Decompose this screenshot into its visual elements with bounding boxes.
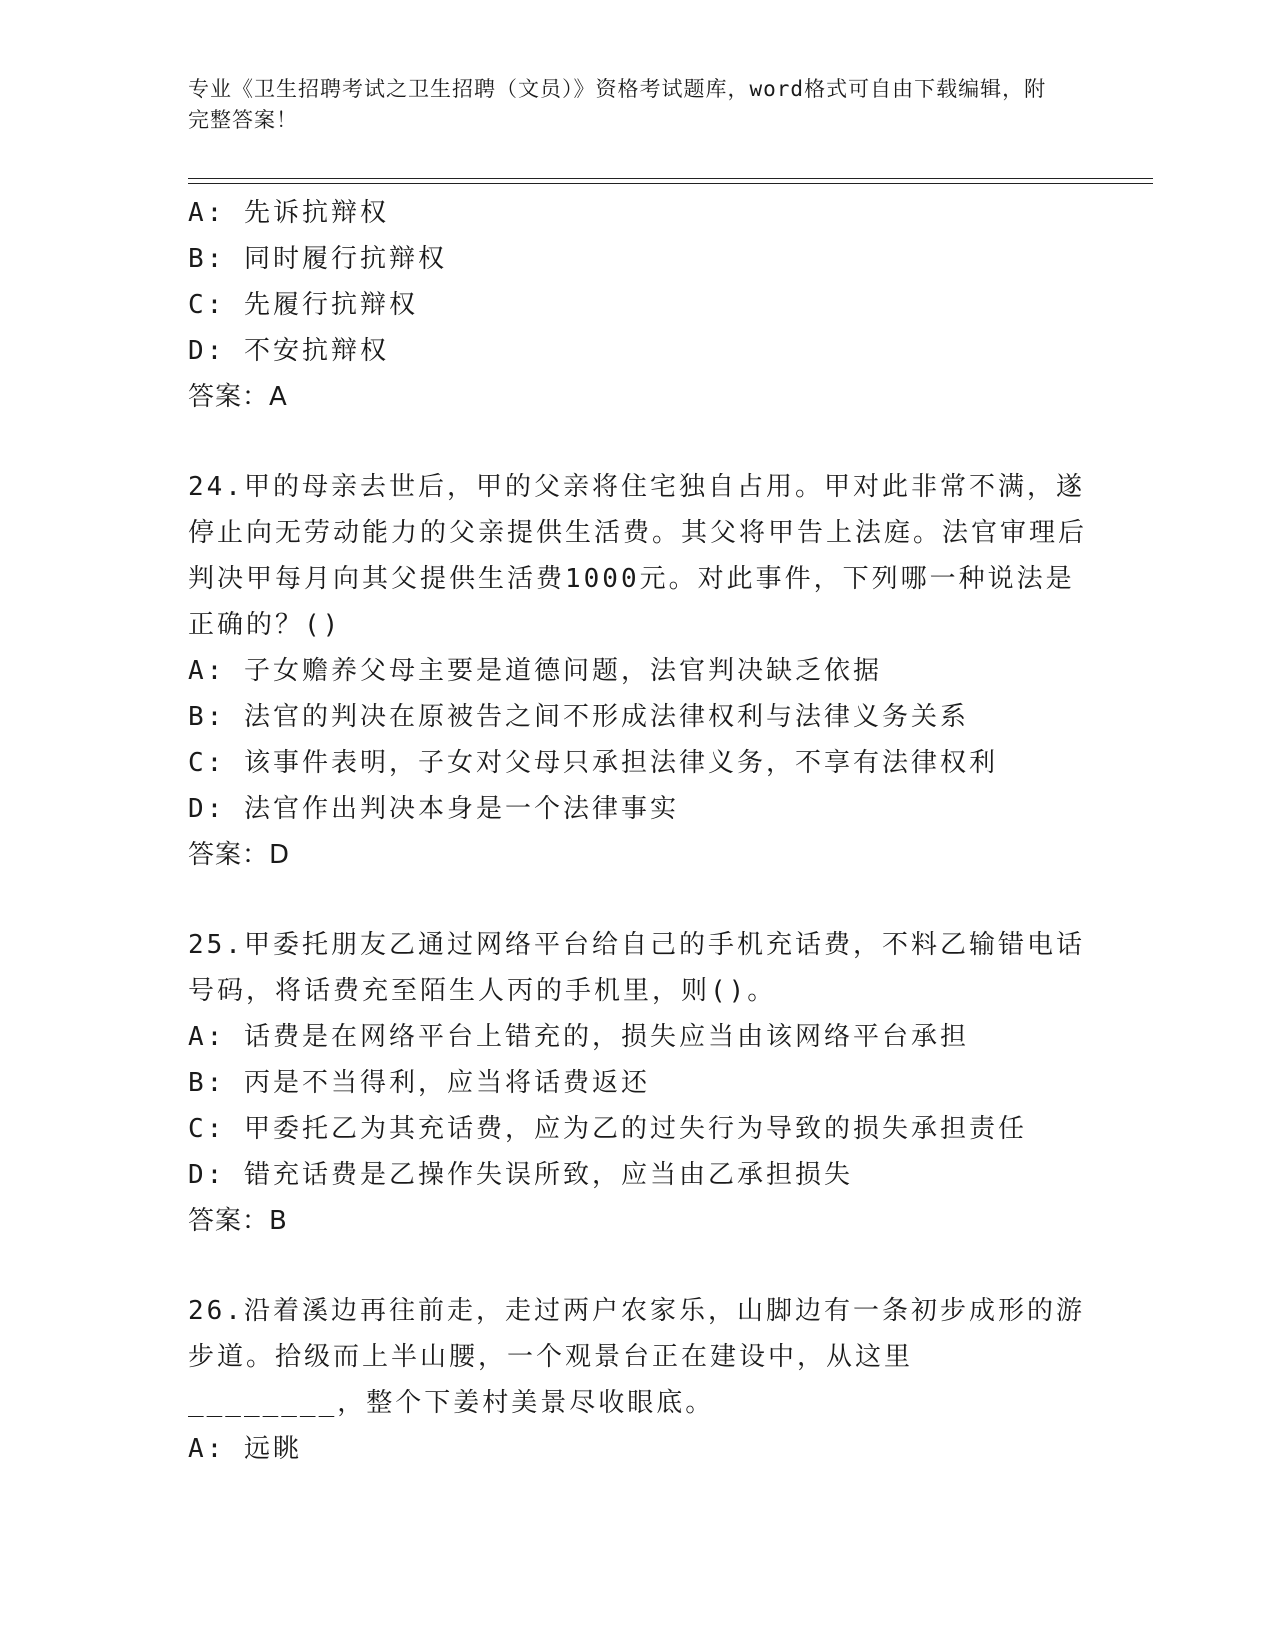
header-divider-top xyxy=(188,178,1153,179)
option-c: C: 先履行抗辩权 xyxy=(188,290,418,320)
option-a: A: 远眺 xyxy=(188,1434,302,1464)
question-stem: 25.甲委托朋友乙通过网络平台给自己的手机充话费，不料乙输错电话号码，将话费充至陌生人丙的手机里，则()。 xyxy=(188,930,1085,1006)
option-d: D: 不安抗辩权 xyxy=(188,336,389,366)
question-23-tail xyxy=(188,190,1088,420)
option-b: B: 同时履行抗辩权 xyxy=(188,244,447,274)
document-header: 专业《卫生招聘考试之卫生招聘（文员）》资格考试题库，word格式可自由下载编辑，附完整答案！ xyxy=(188,77,1047,132)
question-stem: 26.沿着溪边再往前走，走过两户农家乐，山脚边有一条初步成形的游步道。拾级而上半山腰，一个观景台正在建设中，从这里________，整个下姜村美景尽收眼底。 xyxy=(188,1296,1085,1418)
option-c: C: 甲委托乙为其充话费，应为乙的过失行为导致的损失承担责任 xyxy=(188,1114,1027,1144)
header-divider-bottom xyxy=(188,183,1153,184)
question-list xyxy=(188,190,1088,1472)
question-24 xyxy=(188,464,1088,878)
option-c: C: 该事件表明，子女对父母只承担法律义务，不享有法律权利 xyxy=(188,748,998,778)
question-stem: 24.甲的母亲去世后，甲的父亲将住宅独自占用。甲对此非常不满，遂停止向无劳动能力的父亲提供生活费。其父将甲告上法庭。法官审理后判决甲每月向其父提供生活费1000元。对此事件，下列哪一种说法是正确的？() xyxy=(188,472,1088,640)
option-b: B: 法官的判决在原被告之间不形成法律权利与法律义务关系 xyxy=(188,702,969,732)
option-a: A: 子女赡养父母主要是道德问题，法官判决缺乏依据 xyxy=(188,656,882,686)
question-26 xyxy=(188,1288,1088,1472)
option-a: A: 先诉抗辩权 xyxy=(188,198,389,228)
option-b: B: 丙是不当得利，应当将话费返还 xyxy=(188,1068,650,1098)
option-d: D: 法官作出判决本身是一个法律事实 xyxy=(188,794,679,824)
answer-line: 答案：A xyxy=(188,382,288,412)
option-a: A: 话费是在网络平台上错充的，损失应当由该网络平台承担 xyxy=(188,1022,969,1052)
answer-line: 答案：B xyxy=(188,1206,288,1236)
answer-line: 答案：D xyxy=(188,840,291,870)
option-d: D: 错充话费是乙操作失误所致，应当由乙承担损失 xyxy=(188,1160,853,1190)
question-25 xyxy=(188,922,1088,1244)
